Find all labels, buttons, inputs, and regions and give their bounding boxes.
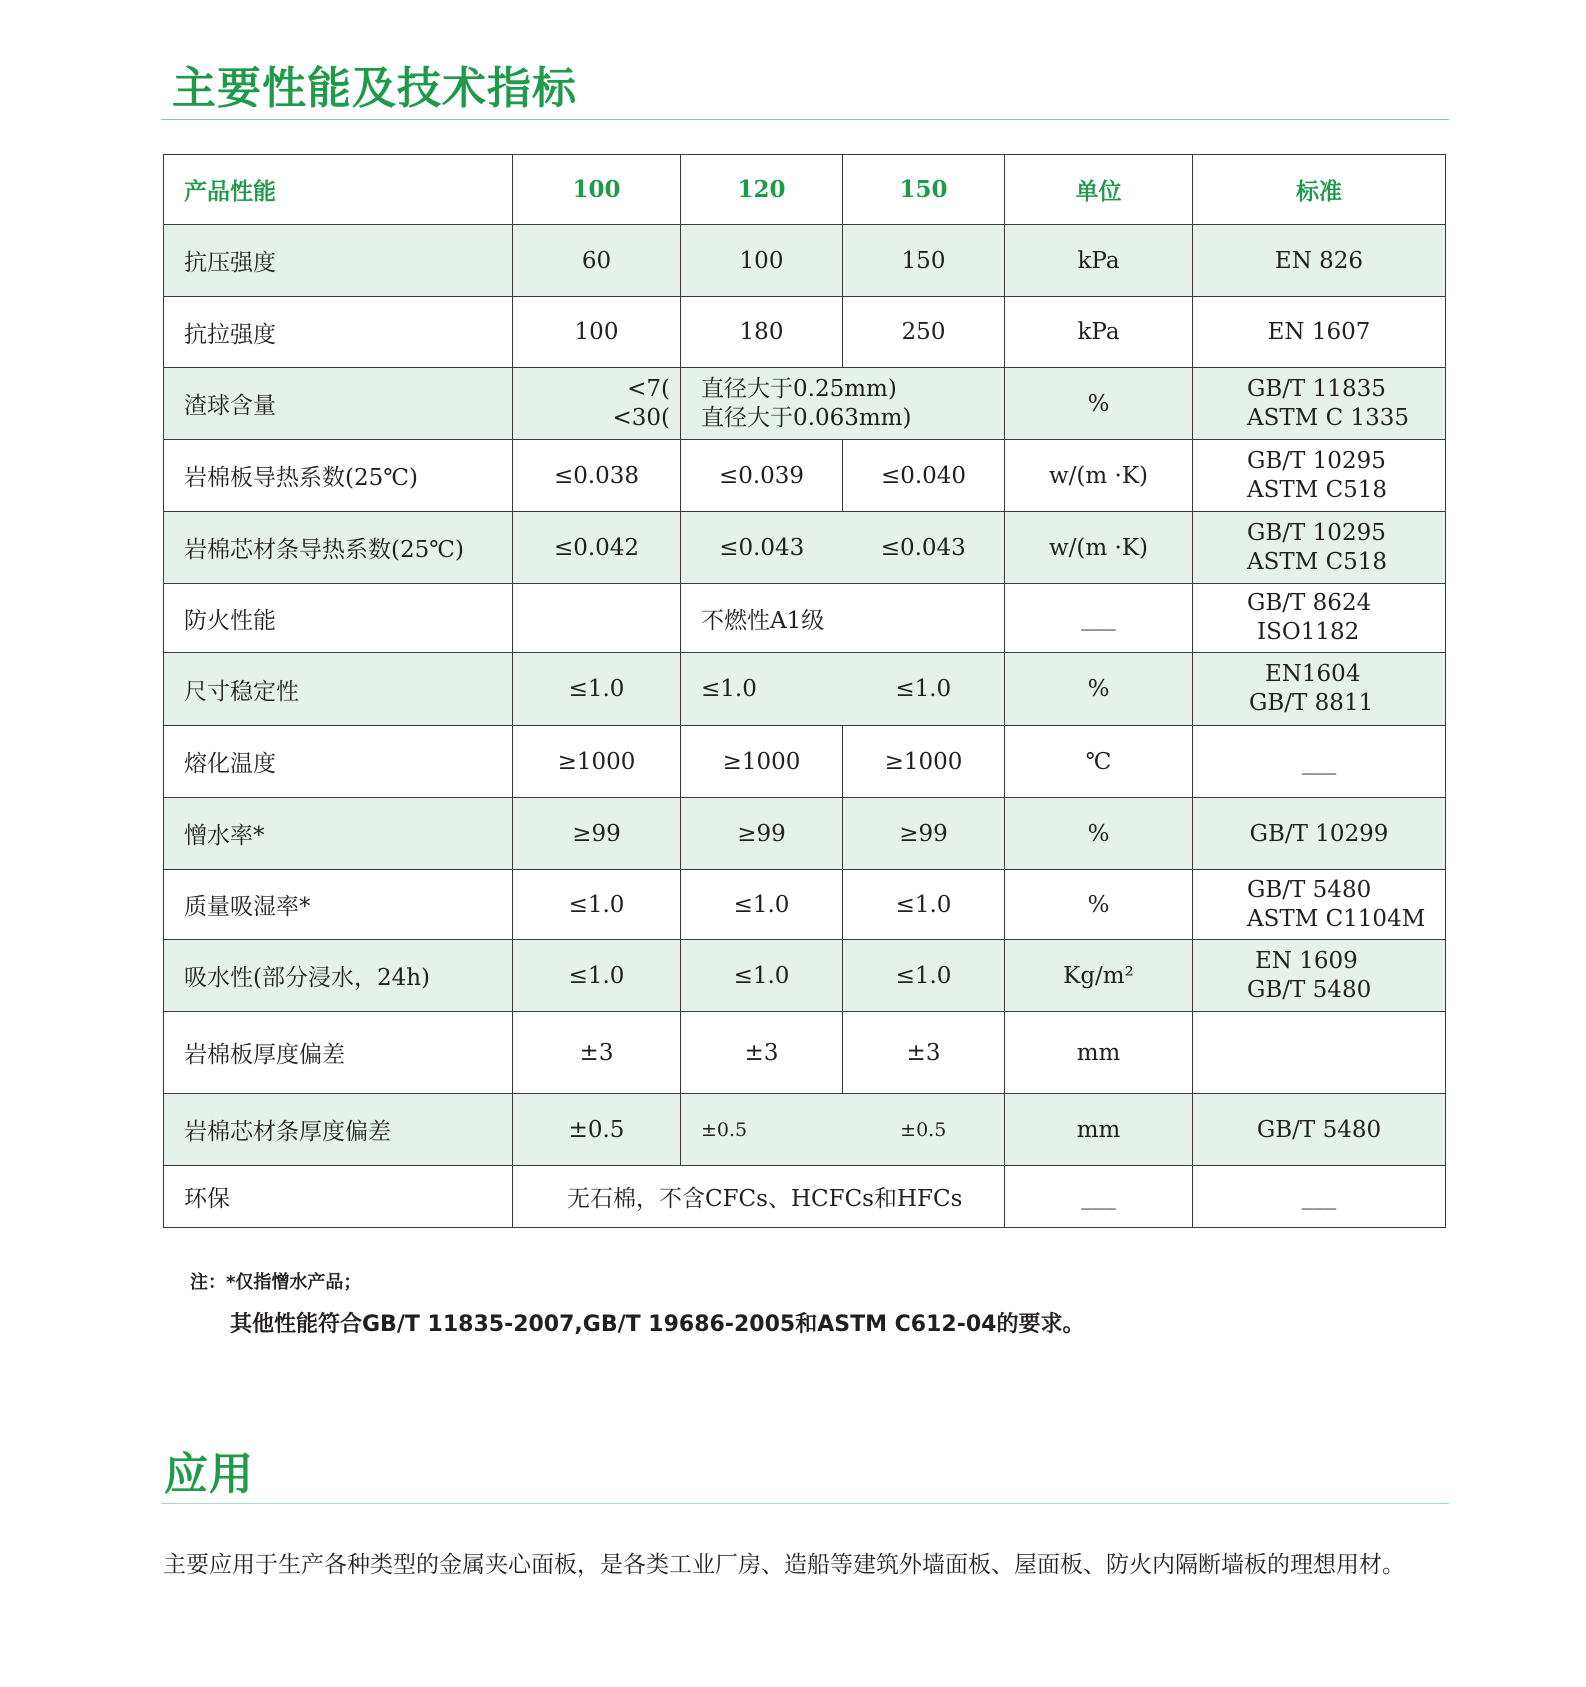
unit: % [1005,798,1193,870]
table-row [164,940,1446,1012]
table-row [164,584,1446,653]
value-range [513,368,681,440]
row-label: 环保 [164,1166,513,1228]
header-standard: 标准 [1193,155,1446,225]
unit: Kg/m² [1005,940,1193,1012]
standard: GB/T 10299 [1193,798,1446,870]
section-title-specs: 主要性能及技术指标 [172,63,577,114]
standard-1: GB/T 10295 [1247,447,1386,474]
table-row [164,798,1446,870]
compliance-note: 其他性能符合GB/T 11835-2007,GB/T 19686-2005和ASTM C612-04的要求。 [230,1312,1085,1337]
title-divider [161,119,1449,120]
condition-1: 直径大于0.25mm) [701,375,897,402]
table-row [164,297,1446,368]
standard: ___ [1193,1166,1446,1228]
table-header-row [164,155,1446,225]
value-150: ≤0.040 [843,440,1005,512]
standard [1193,512,1446,584]
value-100: ≥1000 [513,726,681,798]
table-row [164,1012,1446,1094]
value-150: ±3 [843,1012,1005,1094]
table-row [164,1166,1446,1228]
standard-2: ASTM C518 [1247,476,1388,503]
table-row [164,440,1446,512]
standard [1193,368,1446,440]
value-span: 无石棉，不含CFCs、HCFCs和HFCs [513,1166,1005,1228]
value-150: ≥99 [843,798,1005,870]
row-label: 熔化温度 [164,726,513,798]
unit: w/(m ·K) [1005,440,1193,512]
header-150: 150 [843,155,1005,225]
unit: kPa [1005,225,1193,297]
standard [1193,584,1446,653]
range-2: <30( [612,404,670,431]
value-100: 100 [513,297,681,368]
value-150: ≥1000 [843,726,1005,798]
value-150: 150 [843,225,1005,297]
standard [1193,653,1446,726]
title-divider [161,1503,1449,1504]
value-100: ≤0.042 [513,512,681,584]
value-120: ≤1.0 [681,870,843,940]
header-100: 100 [513,155,681,225]
standard: ___ [1193,726,1446,798]
standard-2: ASTM C 1335 [1247,404,1410,431]
standard-1: GB/T 11835 [1247,375,1386,402]
standard-2: GB/T 8811 [1249,690,1374,716]
footnote: 注：*仅指憎水产品； [190,1272,362,1293]
value-100: ≤1.0 [513,653,681,726]
value-100: ≤1.0 [513,940,681,1012]
unit: kPa [1005,297,1193,368]
standard-1: EN 1609 [1255,947,1358,974]
standard-1: GB/T 8624 [1247,590,1372,616]
header-120: 120 [681,155,843,225]
table-row [164,1094,1446,1166]
standard [1193,440,1446,512]
row-label: 岩棉芯材条导热系数(25℃) [164,512,513,584]
standard-2: ISO1182 [1257,619,1360,645]
unit: mm [1005,1012,1193,1094]
value-120: ≥99 [681,798,843,870]
range-1: <7( [627,375,670,402]
row-label: 防火性能 [164,584,513,653]
table-row [164,368,1446,440]
row-label: 岩棉芯材条厚度偏差 [164,1094,513,1166]
standard-2: GB/T 5480 [1247,976,1372,1003]
standard-1: EN1604 [1265,661,1361,687]
value-condition [681,368,1005,440]
value-span: 不燃性A1级 [681,584,1005,653]
value-100 [513,584,681,653]
unit: % [1005,653,1193,726]
standard: EN 1607 [1193,297,1446,368]
value-150: ≤1.0 [843,940,1005,1012]
row-label: 质量吸湿率* [164,870,513,940]
table-row [164,726,1446,798]
standard-1: GB/T 10295 [1247,519,1386,546]
table-row [164,225,1446,297]
value-120: ≤1.0 [681,653,843,726]
unit: ___ [1005,584,1193,653]
value-100: 60 [513,225,681,297]
value-100: ≥99 [513,798,681,870]
value-100: ±0.5 [513,1094,681,1166]
value-100: ±3 [513,1012,681,1094]
row-label: 岩棉板厚度偏差 [164,1012,513,1094]
table-row [164,512,1446,584]
value-120: ≤1.0 [681,940,843,1012]
unit: mm [1005,1094,1193,1166]
standard: GB/T 5480 [1193,1094,1446,1166]
value-150: ±0.5 [843,1094,1005,1166]
value-150: ≤0.043 [843,512,1005,584]
section-title-application: 应用 [164,1449,254,1500]
value-120: 100 [681,225,843,297]
condition-2: 直径大于0.063mm) [701,404,912,431]
value-100: ≤0.038 [513,440,681,512]
unit: ___ [1005,1166,1193,1228]
spec-table [163,154,1446,1228]
value-120: ±0.5 [681,1094,843,1166]
standard-1: GB/T 5480 [1247,876,1372,903]
standard [1193,940,1446,1012]
value-120: ≤0.039 [681,440,843,512]
row-label: 岩棉板导热系数(25℃) [164,440,513,512]
value-150: ≤1.0 [843,870,1005,940]
row-label: 尺寸稳定性 [164,653,513,726]
value-100: ≤1.0 [513,870,681,940]
application-text: 主要应用于生产各种类型的金属夹心面板，是各类工业厂房、造船等建筑外墙面板、屋面板、防火内隔断墙板的理想用材。 [163,1552,1405,1578]
unit: ℃ [1005,726,1193,798]
table-row [164,653,1446,726]
standard: EN 826 [1193,225,1446,297]
value-120: 180 [681,297,843,368]
row-label: 憎水率* [164,798,513,870]
standard-2: ASTM C1104M [1247,905,1426,932]
row-label: 抗拉强度 [164,297,513,368]
value-150: ≤1.0 [843,653,1005,726]
value-150: 250 [843,297,1005,368]
standard [1193,1012,1446,1094]
value-120: ±3 [681,1012,843,1094]
row-label: 抗压强度 [164,225,513,297]
standard [1193,870,1446,940]
table-row [164,870,1446,940]
header-unit: 单位 [1005,155,1193,225]
unit: w/(m ·K) [1005,512,1193,584]
row-label: 吸水性(部分浸水，24h) [164,940,513,1012]
unit: % [1005,368,1193,440]
header-product: 产品性能 [164,155,513,225]
value-120: ≤0.043 [681,512,843,584]
unit: % [1005,870,1193,940]
value-120: ≥1000 [681,726,843,798]
row-label: 渣球含量 [164,368,513,440]
standard-2: ASTM C518 [1247,548,1388,575]
